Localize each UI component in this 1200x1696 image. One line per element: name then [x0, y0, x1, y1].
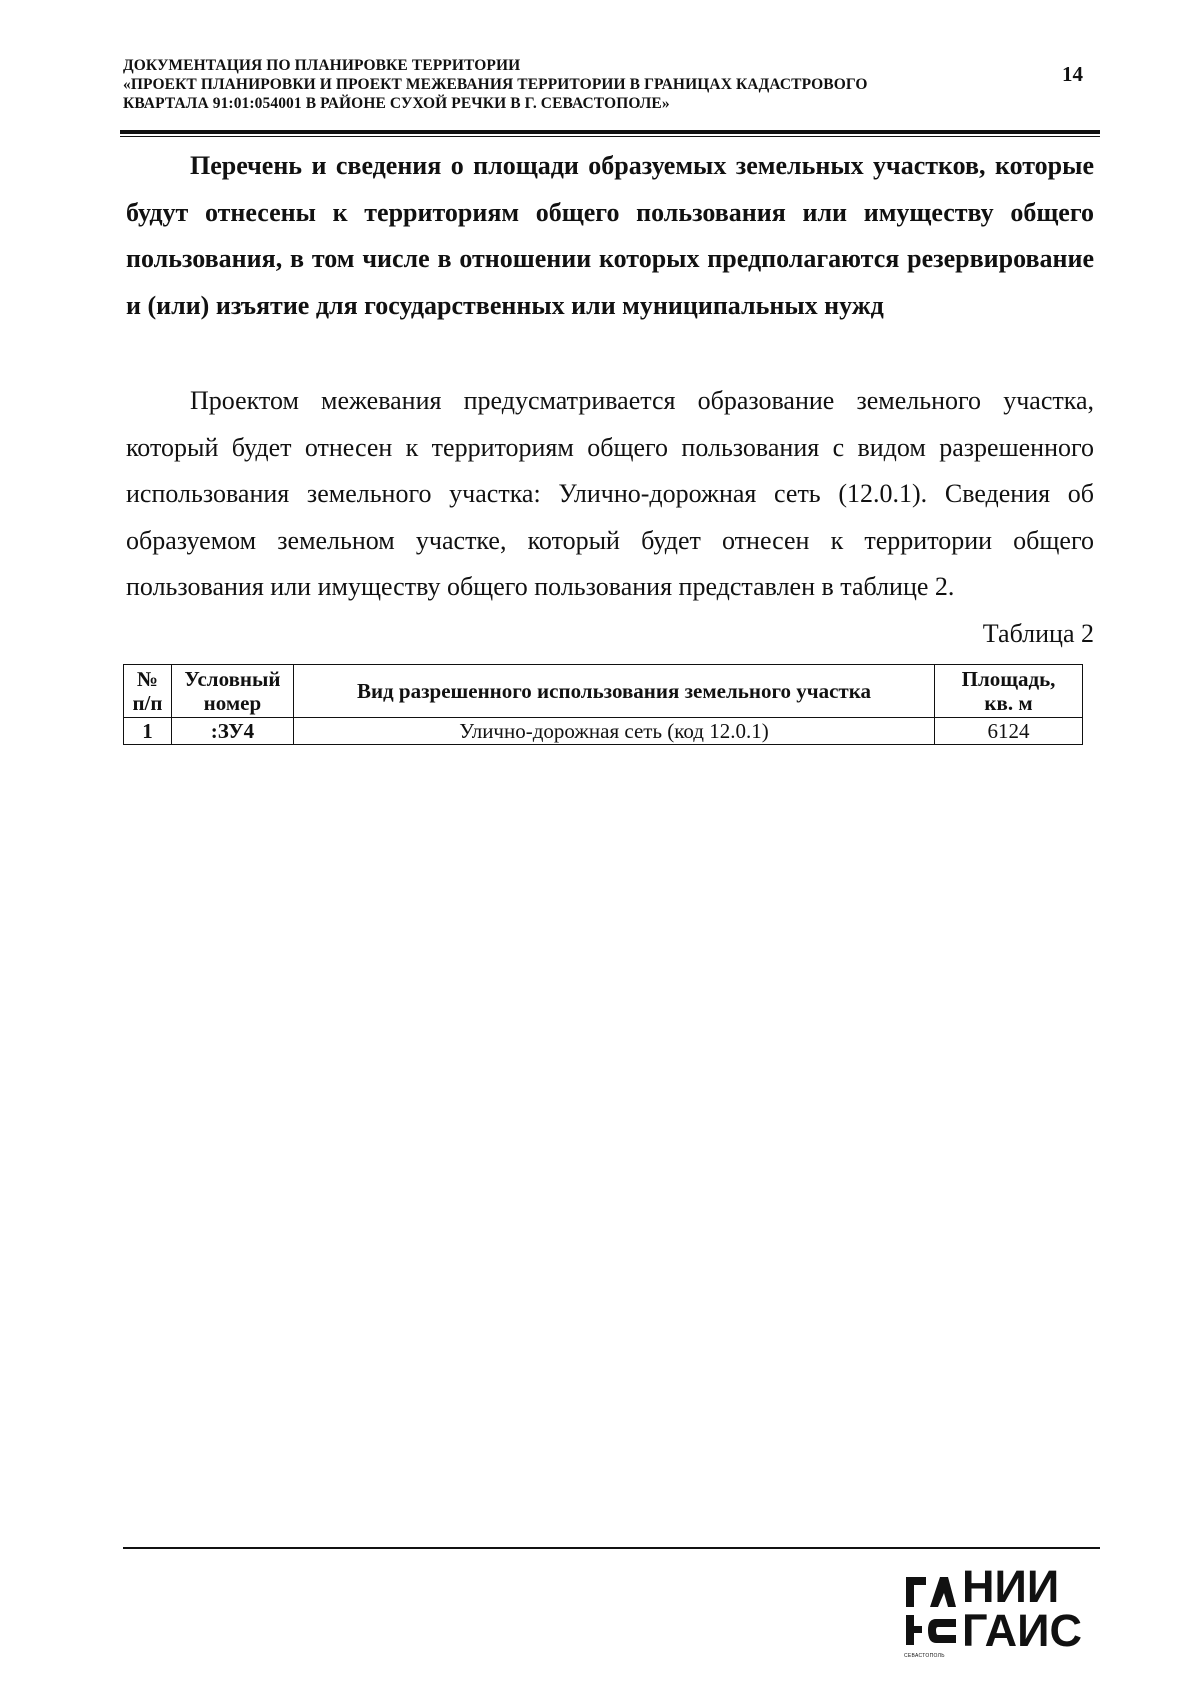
- header-area-line-1: Площадь,: [961, 667, 1056, 691]
- header-area: [935, 665, 1083, 718]
- header-line-1: ДОКУМЕНТАЦИЯ ПО ПЛАНИРОВКЕ ТЕРРИТОРИИ: [123, 57, 521, 74]
- header-number-line-1: №: [136, 667, 159, 691]
- table-row: [124, 718, 1083, 745]
- company-logo: [904, 1561, 1084, 1661]
- table-header-row: [124, 665, 1083, 718]
- cell-area: 6124: [935, 718, 1083, 745]
- cell-code: :ЗУ4: [171, 718, 293, 745]
- header-line-2: «ПРОЕКТ ПЛАНИРОВКИ И ПРОЕКТ МЕЖЕВАНИЯ ТЕРРИТОРИИ В ГРАНИЦАХ КАДАСТРОВОГО: [123, 76, 868, 93]
- header-code-line-2: номер: [203, 691, 262, 715]
- header-number: [124, 665, 172, 718]
- body-paragraph: Проектом межевания предусматривается образование земельного участка, который будет отнесен к территориям общего пользования с видом разрешенного использования земельного участка: Улично-дорожная сеть (12.0.1). Сведения об образуемом земельном участке, который будет отнесен к территории общего пользования или имуществу общего пользования представлен в таблице 2.: [126, 386, 1094, 601]
- cell-use: Улично-дорожная сеть (код 12.0.1): [293, 718, 934, 745]
- header-area-line-2: кв. м: [984, 691, 1033, 715]
- logo-city: СЕВАСТОПОЛЬ: [904, 1653, 945, 1659]
- document-header: [123, 56, 1023, 113]
- header-line-3: КВАРТАЛА 91:01:054001 В РАЙОНЕ СУХОЙ РЕЧКИ В Г. СЕВАСТОПОЛЕ»: [123, 95, 670, 112]
- page-number: 14: [1062, 62, 1083, 86]
- section-title: Перечень и сведения о площади образуемых земельных участков, которые будут отнесены к территориям общего пользования или имуществу общего пользования, в том числе в отношении которых предполагаются резервирование и (или) изъятие для государственных или муниципальных нужд: [126, 151, 1094, 320]
- table-caption: Таблица 2: [982, 619, 1094, 648]
- header-divider: [120, 130, 1100, 137]
- header-code-line-1: Условный: [184, 667, 281, 691]
- cell-number: 1: [124, 718, 172, 745]
- header-number-line-2: п/п: [132, 691, 163, 715]
- footer-divider: [123, 1547, 1100, 1549]
- logo-mark-icon: [904, 1573, 956, 1651]
- land-plots-table: [123, 664, 1083, 745]
- logo-text: [962, 1561, 1083, 1656]
- header-code: [171, 665, 293, 718]
- logo-line-2: ГАИС: [962, 1605, 1083, 1656]
- header-use: Вид разрешенного использования земельного участка: [293, 665, 934, 718]
- logo-line-1: НИИ: [962, 1561, 1060, 1612]
